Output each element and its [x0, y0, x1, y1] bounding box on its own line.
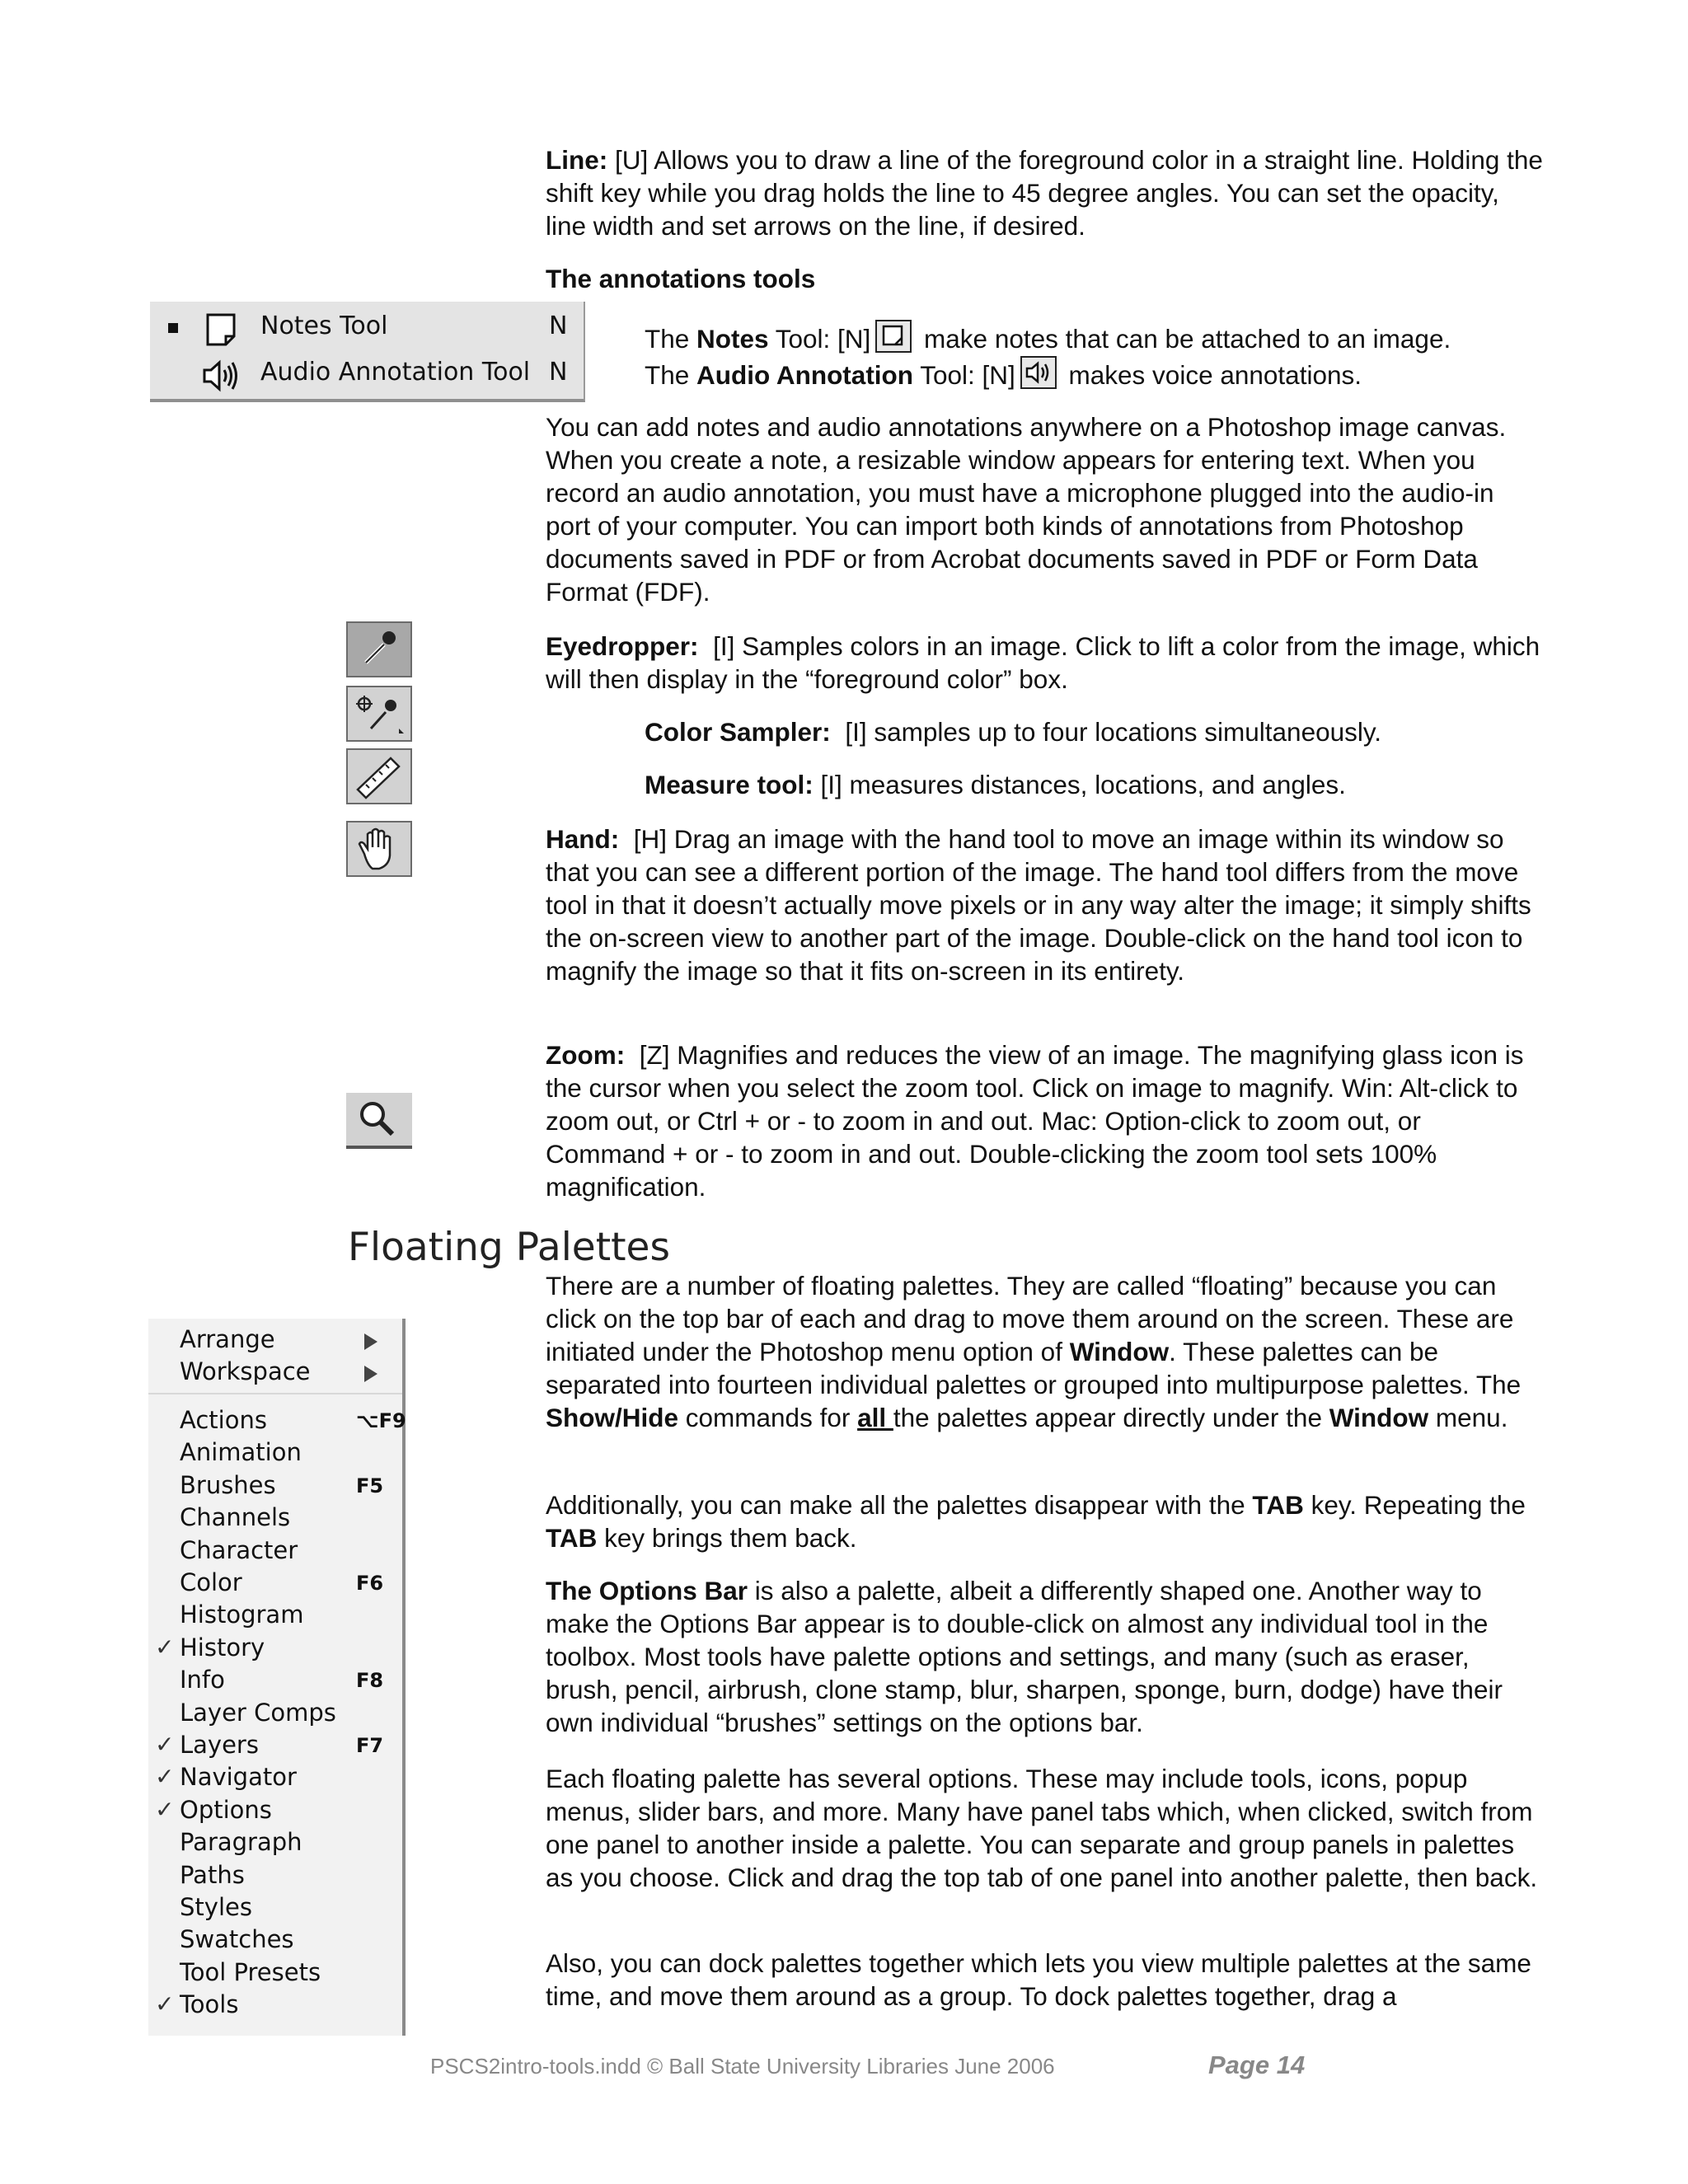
menu-item-label: Animation	[180, 1438, 302, 1467]
menu-item-paths[interactable]	[148, 1861, 402, 1893]
zoom-tool-description	[546, 1038, 1543, 1203]
p1-text-d: the palettes appear directly under the	[893, 1403, 1329, 1432]
menu-item-label: Character	[180, 1535, 298, 1564]
hand-tool-body: [H] Drag an image with the hand tool to move an image within its window so that you can see a different portion of the image. The hand tool differs from the move tool in that it doesn’t actually move pixels or in any way alter the image; it simply shifts the on-screen view to another part of the image. Double-click on the hand tool icon to magnify the image so that it fits on-screen in its entirety.	[546, 824, 1531, 986]
menu-item-label: Options	[180, 1795, 272, 1824]
audio-tool-line	[645, 356, 1551, 391]
menu-item-channels[interactable]	[148, 1503, 402, 1535]
ruler-icon	[348, 750, 410, 803]
measure-tool-title: Measure tool:	[645, 770, 814, 799]
speaker-icon	[1020, 356, 1057, 389]
menu-item-brushes[interactable]	[148, 1471, 402, 1503]
color-sampler-tool-button[interactable]	[346, 686, 412, 742]
color-sampler-icon	[348, 687, 410, 740]
submenu-arrow-icon	[364, 1333, 377, 1350]
eyedropper-description	[546, 630, 1543, 696]
notes-line-bold: Notes	[696, 324, 769, 354]
eyedropper-tool-button[interactable]	[346, 621, 412, 677]
hand-tool-button[interactable]	[346, 821, 412, 877]
menu-item-label: Paths	[180, 1860, 245, 1889]
checkmark-icon: ✓	[155, 1763, 175, 1791]
eyedropper-body: [I] Samples colors in an image. Click to lift a color from the image, which will then display in the “foreground color” box.	[546, 631, 1540, 694]
checkmark-icon: ✓	[155, 1795, 175, 1823]
menu-item-actions[interactable]	[148, 1406, 406, 1438]
palettes-paragraph-1	[546, 1269, 1543, 1434]
menu-item-shortcut: ⌥F9	[356, 1409, 406, 1432]
line-tool-body: [U] Allows you to draw a line of the foreground color in a straight line. Holding the shift key while you drag holds the line to 45 degree angles. You can set the opacity, line width and set arrows on the line, if desired.	[546, 145, 1543, 241]
checkmark-icon: ✓	[155, 1990, 175, 2018]
menu-item-paragraph[interactable]	[148, 1828, 402, 1860]
measure-tool-description	[645, 768, 1551, 801]
menu-item-color[interactable]	[148, 1568, 402, 1601]
menu-item-label: Channels	[180, 1503, 291, 1532]
menu-item-audio-annotation-tool[interactable]	[150, 351, 584, 397]
speaker-icon	[201, 358, 244, 394]
menu-item-tool-presets[interactable]	[148, 1958, 402, 1990]
p1-window-2: Window	[1329, 1403, 1429, 1432]
annotations-paragraph: You can add notes and audio annotations anywhere on a Photoshop image canvas. When you create a note, a resizable window appears for entering text. When you record an audio annotation, you must have a microphone plugged into the audio-in port of your computer. You can import both kinds of annotations from Photoshop documents saved in PDF or from Acrobat documents saved in PDF or Form Data Format (FDF).	[546, 412, 1507, 607]
menu-item-shortcut: F7	[356, 1734, 384, 1757]
magnifier-icon	[346, 1093, 409, 1146]
menu-item-info[interactable]	[148, 1666, 402, 1698]
note-icon	[201, 312, 244, 348]
palettes-paragraph-5: Also, you can dock palettes together which lets you view multiple palettes at the same time, and move them around as a group. To dock palettes together, drag a	[546, 1948, 1531, 2011]
hand-tool-title: Hand:	[546, 824, 620, 854]
eyedropper-icon	[348, 623, 410, 676]
menu-item-character[interactable]	[148, 1536, 402, 1568]
palettes-paragraph-4: Each floating palette has several options. These may include tools, icons, popup menus, slider bars, and more. Many have panel tabs which, when clicked, switch from one panel to another inside a palette. You can separate and group panels in palettes as you choose. Click and drag the top tab of one panel into another palette, then back.	[546, 1764, 1538, 1892]
audio-line-pre: The	[645, 360, 697, 390]
notes-line-mid: Tool: [N]	[768, 324, 871, 354]
checkmark-icon: ✓	[155, 1633, 175, 1661]
menu-item-label: Histogram	[180, 1601, 304, 1629]
menu-item-shortcut: F5	[356, 1474, 384, 1497]
menu-separator	[148, 1393, 402, 1394]
annotations-heading-text: The annotations tools	[546, 264, 816, 293]
menu-item-arrange[interactable]	[148, 1325, 402, 1357]
p1-showhide: Show/Hide	[546, 1403, 679, 1432]
p2-text-b: key. Repeating the	[1303, 1490, 1526, 1520]
annotations-heading	[546, 262, 1543, 295]
p2-text-a: Additionally, you can make all the palettes disappear with the	[546, 1490, 1253, 1520]
menu-item-layers[interactable]	[148, 1731, 402, 1763]
p1-text-b: . These palettes can be separated into fourteen individual palettes or grouped into multipurpose palettes. The	[546, 1337, 1522, 1399]
menu-item-navigator[interactable]	[148, 1763, 402, 1795]
menu-item-history[interactable]	[148, 1633, 402, 1666]
p2-tab-2: TAB	[546, 1523, 598, 1553]
menu-item-label: Workspace	[180, 1357, 311, 1385]
menu-item-label: Brushes	[180, 1470, 276, 1499]
menu-item-label: Layer Comps	[180, 1698, 336, 1727]
page-number: Page 14	[1208, 2050, 1306, 2079]
p1-text-a: There are a number of floating palettes. They are called “floating” because you can click on the top bar of each and drag to move them around on the screen. These are initiated under the Photoshop menu option of	[546, 1271, 1514, 1366]
menu-item-label: History	[180, 1633, 265, 1661]
notes-line-post: make notes that can be attached to an image.	[917, 324, 1451, 354]
menu-item-label: Arrange	[180, 1325, 275, 1353]
menu-item-workspace[interactable]	[148, 1357, 402, 1390]
p1-all: all	[857, 1403, 893, 1432]
eyedropper-title: Eyedropper:	[546, 631, 699, 661]
audio-line-post: makes voice annotations.	[1061, 360, 1362, 390]
selected-bullet-icon	[168, 323, 178, 333]
menu-item-styles[interactable]	[148, 1893, 402, 1925]
p3-text: is also a palette, albeit a differently shaped one. Another way to make the Options Bar appear is to double-click on almost any individual tool in the toolbox. Most tools have palette options and settings, and many (such as eraser, brush, pencil, airbrush, clone stamp, blur, sharpen, sponge, burn, dodge) have their own individual “brushes” settings on the options bar.	[546, 1576, 1503, 1737]
menu-item-label: Notes Tool	[260, 312, 388, 340]
note-icon	[875, 320, 912, 353]
menu-item-label: Actions	[180, 1406, 267, 1434]
checkmark-icon: ✓	[155, 1731, 175, 1758]
annotation-tools-menu	[150, 302, 585, 402]
footer-text: PSCS2intro-tools.indd © Ball State University Libraries June 2006	[430, 2054, 1055, 2079]
palettes-paragraph-2	[546, 1488, 1543, 1554]
menu-item-label: Audio Annotation Tool	[260, 358, 531, 387]
color-sampler-title: Color Sampler:	[645, 717, 831, 747]
audio-line-bold: Audio Annotation	[696, 360, 914, 390]
p1-text-e: menu.	[1428, 1403, 1508, 1432]
menu-item-label: Tools	[180, 1990, 239, 2019]
window-menu	[148, 1319, 406, 2036]
p1-window: Window	[1069, 1337, 1170, 1366]
menu-item-label: Navigator	[180, 1763, 297, 1792]
notes-tool-line	[645, 320, 1551, 355]
menu-item-label: Styles	[180, 1893, 252, 1921]
line-tool-description	[546, 143, 1543, 242]
hand-icon	[348, 823, 410, 875]
zoom-tool-body: [Z] Magnifies and reduces the view of an image. The magnifying glass icon is the cursor when you select the zoom tool. Click on image to magnify. Win: Alt-click to zoom out, or Ctrl + or - to zoom in and out. Mac: Option-click to zoom out, or Command + or - to zoom in and out. Double-clicking the zoom tool sets 100% magnification.	[546, 1040, 1524, 1202]
menu-item-animation[interactable]	[148, 1438, 402, 1470]
menu-item-layer-comps[interactable]	[148, 1699, 402, 1731]
p1-text-c: commands for	[678, 1403, 858, 1432]
menu-item-tools[interactable]	[148, 1990, 402, 2022]
p2-text-c: key brings them back.	[597, 1523, 857, 1553]
measure-tool-button[interactable]	[346, 748, 412, 804]
menu-item-shortcut: N	[549, 358, 568, 387]
menu-item-label: Paragraph	[180, 1828, 302, 1857]
color-sampler-description	[645, 715, 1551, 748]
hand-tool-description	[546, 823, 1543, 987]
menu-item-swatches[interactable]	[148, 1925, 402, 1957]
menu-item-histogram[interactable]	[148, 1601, 402, 1633]
color-sampler-body: [I] samples up to four locations simultaneously.	[845, 717, 1382, 747]
menu-item-shortcut: F8	[356, 1669, 384, 1693]
menu-item-notes-tool[interactable]	[150, 305, 584, 351]
menu-item-label: Info	[180, 1666, 225, 1694]
menu-item-label: Swatches	[180, 1925, 294, 1954]
palettes-paragraph-3	[546, 1574, 1543, 1739]
menu-item-label: Layers	[180, 1731, 259, 1759]
menu-item-shortcut: F6	[356, 1572, 384, 1595]
zoom-tool-button[interactable]	[346, 1093, 412, 1149]
menu-item-shortcut: N	[549, 312, 568, 340]
menu-item-label: Color	[180, 1568, 242, 1596]
p2-tab: TAB	[1252, 1490, 1304, 1520]
submenu-arrow-icon	[364, 1366, 377, 1382]
line-tool-title: Line:	[546, 145, 608, 175]
measure-tool-body: [I] measures distances, locations, and angles.	[820, 770, 1346, 799]
menu-item-options[interactable]	[148, 1796, 402, 1828]
section-title: Floating Palettes	[348, 1225, 670, 1270]
options-bar-bold: The Options Bar	[546, 1576, 748, 1605]
audio-line-mid: Tool: [N]	[913, 360, 1015, 390]
zoom-tool-title: Zoom:	[546, 1040, 626, 1070]
notes-line-pre: The	[645, 324, 697, 354]
menu-item-label: Tool Presets	[180, 1957, 321, 1986]
